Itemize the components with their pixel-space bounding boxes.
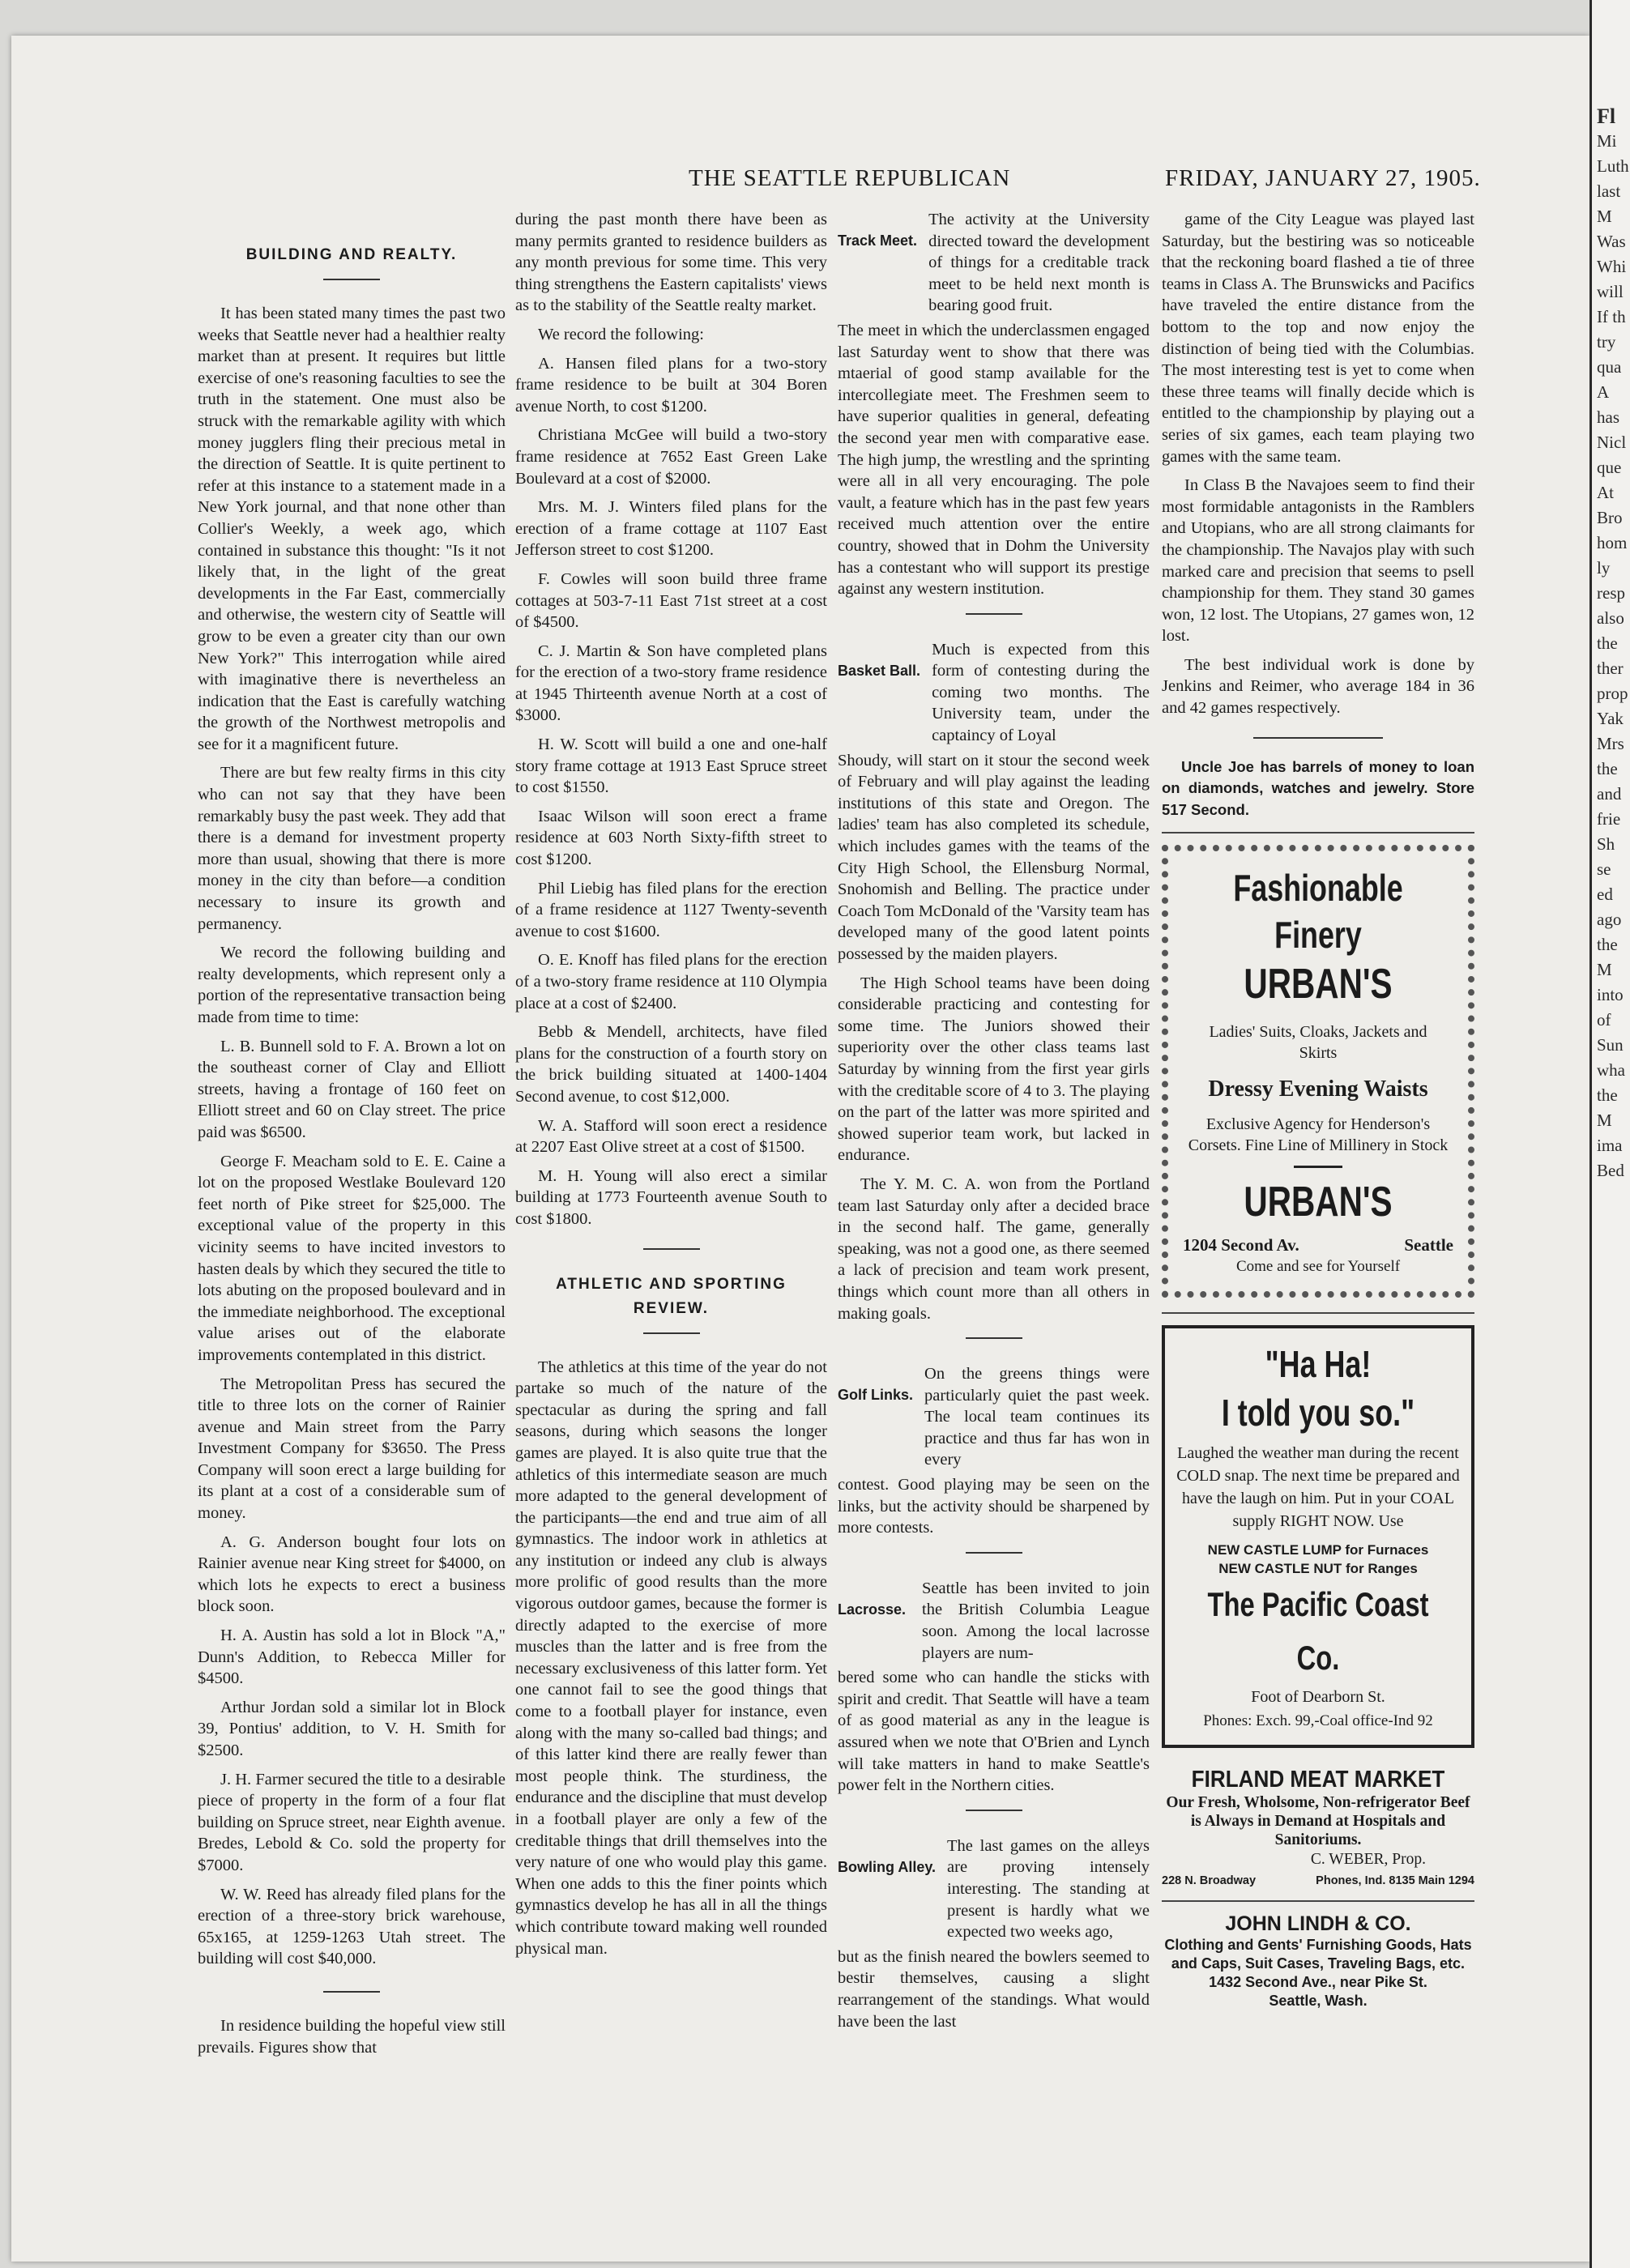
sport-lead: Seattle has been invited to join the British Columbia League soon. Among the local lacrosse players are num- xyxy=(922,1579,1150,1662)
paragraph: Bebb & Mendell, architects, have filed plans for the construction of a fourth story on the brick building situated at 1400-1404 Second avenue, to cost $12,000. xyxy=(515,1023,827,1106)
bleed-fragment: ther xyxy=(1597,659,1624,678)
firland-phones: Phones, Ind. 8135 Main 1294 xyxy=(1316,1874,1474,1888)
column-residence-athletics xyxy=(515,209,827,1967)
paragraph: Christiana McGee will build a two-story frame residence at 7652 East Green Lake Boulevard at a cost of $2000. xyxy=(515,426,827,488)
divider xyxy=(966,613,1022,615)
bleed-fragment: M xyxy=(1597,207,1612,226)
paragraph: W. W. Reed has already filed plans for the erection of a three-story brick warehouse, 65x165, at 1259-1263 Utah street. The building will cost $40,000. xyxy=(198,1885,506,1968)
masthead-title: THE SEATTLE REPUBLICAN xyxy=(689,165,1011,191)
paragraph: M. H. Young will also erect a similar building at 1773 Fourteenth avenue South to cost $1800. xyxy=(515,1166,827,1228)
paragraph: C. J. Martin & Son have completed plans for the erection of a two-story frame residence at 1945 Thirteenth avenue North at a cost of $3000. xyxy=(515,642,827,725)
paragraph: Mrs. M. J. Winters filed plans for the erection of a frame cottage at 1107 East Jefferson street to cost $1200. xyxy=(515,498,827,560)
column-building-realty xyxy=(198,243,506,2066)
paragraph: Phil Liebig has filed plans for the erection of a frame residence at 1127 Twenty-seventh avenue to cost $1600. xyxy=(515,879,827,940)
bleed-fragment: que xyxy=(1597,458,1622,477)
bleed-fragment: ed xyxy=(1597,885,1613,904)
paragraph: J. H. Farmer secured the title to a desirable piece of property in the form of a four flat building on Spruce street, near Eighth avenue. Bredes, Lebold & Co. sold the property for $7000. xyxy=(198,1770,506,1874)
paragraph: Arthur Jordan sold a similar lot in Block 39, Pontius' addition, to V. H. Smith for $2500. xyxy=(198,1698,506,1759)
lindh-body: Clothing and Gents' Furnishing Goods, Hats and Caps, Suit Cases, Traveling Bags, etc. xyxy=(1164,1936,1472,1972)
bleed-fragment: the xyxy=(1597,759,1618,778)
paragraph: but as the finish neared the bowlers seemed to bestir themselves, causing a slight rearrangement of the standings. What would have been the last xyxy=(838,1947,1150,2031)
section-heading-building: BUILDING AND REALTY. xyxy=(245,246,458,263)
bleed-fragment: se xyxy=(1597,859,1611,879)
pacific-headline-2: I told you so." xyxy=(1221,1391,1415,1434)
urbans-line2: Dressy Evening Waists xyxy=(1208,1076,1428,1102)
firland-proprietor: C. WEBER, Prop. xyxy=(1310,1850,1426,1868)
residence-paragraphs xyxy=(515,209,827,1230)
paragraph: H. A. Austin has sold a lot in Block "A," Dunn's Addition, to Rebecca Miller for $4500. xyxy=(198,1626,506,1688)
divider xyxy=(643,1248,700,1250)
sport-lead: The activity at the University directed toward the development of things for a creditable track meet to be held next month is bearing good fruit. xyxy=(928,211,1150,315)
sport-section xyxy=(838,1835,1150,1943)
paragraph: L. B. Bunnell sold to F. A. Brown a lot on the southeast corner of Clay and Elliott streets, having a frontage of 160 feet on Elliott street and 60 on Clay street. The price paid was $6500. xyxy=(198,1037,506,1141)
divider xyxy=(966,1337,1022,1339)
bleed-fragment: ago xyxy=(1597,910,1622,929)
pacific-line-2: NEW CASTLE NUT for Ranges xyxy=(1218,1560,1418,1576)
urbans-advertisement xyxy=(1162,845,1474,1297)
lindh-address: 1432 Second Ave., near Pike St. xyxy=(1209,1973,1427,1990)
section-heading-athletic: ATHLETIC AND SPORTING REVIEW. xyxy=(556,1275,787,1317)
divider xyxy=(1294,1166,1342,1168)
bleed-fragment: Luth xyxy=(1597,156,1629,176)
urbans-line1: Ladies' Suits, Cloaks, Jackets and Skirts xyxy=(1209,1023,1427,1063)
bleed-fragment: Was xyxy=(1597,232,1626,251)
pacific-body: Laughed the weather man during the recent COLD snap. The next time be prepared and have the laugh on him. Put in your COAL supply RIGHT NOW. Use xyxy=(1176,1443,1460,1530)
bleed-fragment: Whi xyxy=(1597,257,1627,276)
bleed-fragment: ima xyxy=(1597,1136,1623,1155)
sport-section xyxy=(838,1578,1150,1664)
column-bowling-ads xyxy=(1162,209,1474,2010)
bleed-fragment: prop xyxy=(1597,684,1628,703)
paragraph: game of the City League was played last Saturday, but the bestiring was so noticeable that the reckoning board flashed a tie of three teams in Class A. The Brunswicks and Pacifics have traveled the entire distance from the bottom to the top and now enjoy the distinction of being tied with the Columbias. The most interesting test is yet to come when these three teams will finally decide which is entitled to the championship by playing out a series of six games, each team playing two games with the same team. xyxy=(1162,211,1474,466)
pacific-line-1: NEW CASTLE LUMP for Furnaces xyxy=(1207,1541,1429,1558)
divider xyxy=(643,1332,700,1334)
bleed-fragment: M xyxy=(1597,960,1612,979)
pacific-coast-advertisement xyxy=(1162,1325,1474,1748)
sport-label: Lacrosse. xyxy=(838,1601,907,1618)
bleed-fragment: frie xyxy=(1597,809,1621,829)
building-paragraphs xyxy=(198,303,506,1970)
paragraph: We record the following building and realty developments, which represent only a portion of the representative transaction being made from time to time: xyxy=(198,944,506,1026)
sport-label: Bowling Alley. xyxy=(838,1858,937,1875)
bleed-fragment: At xyxy=(1597,483,1614,502)
paragraph: We record the following: xyxy=(538,325,704,343)
bleed-fragment: qua xyxy=(1597,357,1622,377)
adjacent-page-edge xyxy=(1589,0,1630,2268)
paragraph: The best individual work is done by Jenkins and Reimer, who average 184 in 36 and 42 games respectively. xyxy=(1162,655,1474,718)
bleed-fragment: last xyxy=(1597,181,1621,201)
paragraph: The Metropolitan Press has secured the title to three lots on the corner of Rainier avenue and Main street from the Parry Investment Company for $3650. The Press Company will soon erect a large building for its plant at a cost of a considerable sum of money. xyxy=(198,1375,506,1523)
bleed-fragment: will xyxy=(1597,282,1624,301)
bleed-fragment: try xyxy=(1597,332,1616,352)
divider xyxy=(1162,1312,1474,1314)
bleed-fragment: A xyxy=(1597,382,1610,402)
sport-section xyxy=(838,1363,1150,1471)
bleed-fragment: Yak xyxy=(1597,709,1624,728)
paragraph: H. W. Scott will build a one and one-half story frame cottage at 1913 East Spruce street to cost $1550. xyxy=(515,735,827,797)
bleed-fragment: resp xyxy=(1597,583,1625,603)
firland-body: Our Fresh, Wholsome, Non-refrigerator Beef is Always in Demand at Hospitals and Sanitoriums. xyxy=(1166,1793,1470,1848)
lindh-advertisement xyxy=(1162,1912,1474,2010)
urbans-city: Seattle xyxy=(1404,1235,1453,1256)
bleed-fragment: hom xyxy=(1597,533,1628,552)
divider xyxy=(323,1991,380,1993)
bleed-fragment: wha xyxy=(1597,1060,1625,1080)
bleed-fragment: the xyxy=(1597,633,1618,653)
athletic-paragraphs xyxy=(515,1357,827,1960)
paragraph: Isaac Wilson will soon erect a frame residence at 603 North Sixty-fifth street to cost $1200. xyxy=(515,807,827,869)
divider xyxy=(323,279,380,280)
urbans-tagline: Come and see for Yourself xyxy=(1235,1258,1401,1276)
paragraph: In residence building the hopeful view still prevails. Figures show that xyxy=(198,2016,506,2057)
bleed-fragment: and xyxy=(1597,784,1622,804)
urbans-name-2: URBAN'S xyxy=(1244,1179,1393,1226)
sport-sections xyxy=(838,209,1150,2032)
bleed-fragment: has xyxy=(1597,407,1619,427)
paragraph: A. Hansen filed plans for a two-story frame residence to be built at 304 Boren avenue North, to cost $1200. xyxy=(515,354,827,416)
paragraph: Shoudy, will start on it stour the second week of February and will play against the leading institutions of this state and Oregon. The ladies' team has also completed its schedule, which includes games with the teams of the City High School, the Ellensburg Normal, Snohomish and Belling. The practice under Coach Tom McDonald of the 'Varsity team has developed many of the good latent points possessed by the maiden players. xyxy=(838,751,1150,963)
masthead-date: FRIDAY, JANUARY 27, 1905. xyxy=(1165,165,1481,191)
paragraph: It has been stated many times the past two weeks that Seattle never had a healthier realty market than at present. It requires but little exercise of one's reasoning faculties to see the truth in the statement. One must also be struck with the remarkable agility with which money jugglers fling their precious metal in the direction of Seattle. It is quite pertinent to refer at this instance to a statement made in a New York journal, and that none other than Collier's Weekly, a week ago, which contained in substance this thought: "Is it not likely that, in the light of the great developments in the Far East, commercially and otherwise, the western city of Seattle will grow to be even a greater city than our own New York?" This interrogation while aired with imaginative there is nevertheless an indication that the East is carefully watching the growth of the Northwest metropolis and see for it a magnificent future. xyxy=(198,305,506,753)
bleed-fragment: Nicl xyxy=(1597,433,1627,452)
urbans-address: 1204 Second Av. xyxy=(1183,1235,1299,1256)
bleed-fragment: into xyxy=(1597,985,1624,1004)
bleed-fragment: of xyxy=(1597,1010,1611,1030)
urbans-name: URBAN'S xyxy=(1244,961,1393,1008)
paragraph: The athletics at this time of the year do not partake so much of the nature of the spectacular as during the spring and fall seasons, during which seasons the longer games are played. It is also quite true that the athletics of this intermediate season are much more adapted to the general development of the participants—the end and true aim of all gymnastics. The indoor work in athletics at any institution or indeed any club is always more prolific of good results than the more vigorous outdoor games, because the former is directly adapted to the exercise of more muscles than the latter and is free from the necessary exclusiveness of this latter form. Yet one cannot fail to see the good things that come to a football player for instance, even along with the many so-called bad things; and of this latter kind there are really fewer than most people think. The sturdiness, the endurance and the discipline that must develop in a football player are only a few of the creditable things that drill themselves into the very nature of one who would play this game. When one adds to this the finer points which gymnastics develop he has all in all the things which contribute toward making well rounded physical man. xyxy=(515,1358,827,1958)
divider xyxy=(966,1810,1022,1811)
paragraph: The High School teams have been doing considerable practicing and contesting for some time. The Juniors showed their superiority over the other class teams last Saturday by winning from the first year girls with the creditable score of 4 to 3. The playing on the part of the latter was more spirited and showed superior team work, but lacked in endurance. xyxy=(838,974,1150,1165)
divider xyxy=(1162,832,1474,833)
sport-label: Track Meet. xyxy=(838,232,918,249)
sport-label: Golf Links. xyxy=(838,1387,914,1404)
divider xyxy=(1253,737,1383,739)
bleed-fragment: Mrs xyxy=(1597,734,1624,753)
bleed-fragment: Mi xyxy=(1597,131,1617,151)
column-sports xyxy=(838,209,1150,2040)
paragraph: W. A. Stafford will soon erect a residence at 2207 East Olive street at a cost of $1500. xyxy=(515,1116,827,1157)
pacific-headline-1: "Ha Ha! xyxy=(1265,1342,1372,1385)
pacific-phones: Phones: Exch. 99,-Coal office-Ind 92 xyxy=(1203,1712,1433,1729)
paragraph: F. Cowles will soon build three frame cottages at 503-7-11 East 71st street at a cost of $4500. xyxy=(515,569,827,632)
urbans-title: Fashionable Finery xyxy=(1233,867,1403,957)
lindh-city: Seattle, Wash. xyxy=(1269,1992,1368,2009)
paragraph: The meet in which the underclassmen engaged last Saturday went to show that there was mtaerial of good stamp available for the intercollegiate meet. The Freshmen seem to have superior qualities in general, defeating the second year men with comparative ease. The high jump, the wrestling and the sprinting were all in all very encouraging. The pole vault, a feature which has in the past few years received much attention over the entire country, showed that in Dohm the University has a contestant who will support its prestige against any western institution. xyxy=(838,321,1150,599)
sport-lead: Much is expected from this form of contesting during the coming two months. The University team, under the captaincy of Loyal xyxy=(932,640,1150,745)
divider xyxy=(966,1552,1022,1554)
pacific-address: Foot of Dearborn St. xyxy=(1251,1687,1385,1706)
bleed-fragment: If th xyxy=(1597,307,1626,326)
paragraph: O. E. Knoff has filed plans for the erection of a two-story frame residence at 110 Olympia place at a cost of $2400. xyxy=(515,951,827,1013)
sport-section xyxy=(838,639,1150,747)
bleed-fragment: Sh xyxy=(1597,834,1615,854)
bowling-paragraphs xyxy=(1162,209,1474,719)
pacific-name: The Pacific Coast Co. xyxy=(1207,1584,1429,1677)
uncle-joe-notice: Uncle Joe has barrels of money to loan on diamonds, watches and jewelry. Store 517 Second. xyxy=(1162,757,1474,818)
sport-lead: The last games on the alleys are proving intensely interesting. The standing at present is hardly what we expected two weeks ago, xyxy=(947,1836,1150,1942)
bleed-fragment: Fl xyxy=(1597,104,1616,128)
bleed-fragment: the xyxy=(1597,1085,1618,1105)
sport-section xyxy=(838,209,1150,317)
bleed-fragment: ly xyxy=(1597,558,1611,578)
bleed-fragment: M xyxy=(1597,1111,1612,1130)
paragraph: during the past month there have been as many permits granted to residence builders as any month previous for some time. This very thing strengthens the Eastern capitalists' views as to the stability of the Seattle realty market. xyxy=(515,211,827,315)
divider xyxy=(1162,1900,1474,1902)
paragraph: George F. Meacham sold to E. E. Caine a lot on the proposed Westlake Boulevard 120 feet north of Pike street for $25,000. The exceptional value of the property in this vicinity seems to have incited investors to hasten deals by which they secured the title to lots abuting on the proposed boulevard and in the immediate neighborhood. The exceptional value arises out of the elaborate improvements contemplated in this district. xyxy=(198,1152,506,1364)
bleed-fragment: the xyxy=(1597,935,1618,954)
firland-address: 228 N. Broadway xyxy=(1162,1874,1257,1888)
paragraph: The Y. M. C. A. won from the Portland team last Saturday only after a decided brace in the second half. The game, generally speaking, was not a good one, as there seemed a lack of precision and team work present, things which count more than all others in making goals. xyxy=(838,1174,1150,1323)
paragraph: A. G. Anderson bought four lots on Rainier avenue near King street for $4000, on which lots he expects to erect a business block soon. xyxy=(198,1533,506,1616)
sport-label: Basket Ball. xyxy=(838,662,921,679)
firland-title: FIRLAND MEAT MARKET xyxy=(1191,1766,1445,1793)
bleed-fragment: Bro xyxy=(1597,508,1623,527)
paragraph: contest. Good playing may be seen on the links, but the activity should be sharpened by more contests. xyxy=(838,1476,1150,1537)
paragraph: In Class B the Navajoes seem to find their most formidable antagonists in the Ramblers and Utopians, who are all strong claimants for the championship. The Navajos play with such marked care and precision that seems to psell championship for them. They stand 30 games won, 12 lost. The Utopians, 27 games won, 12 lost. xyxy=(1162,476,1474,646)
urbans-line3: Exclusive Agency for Henderson's Corsets. Fine Line of Millinery in Stock xyxy=(1188,1115,1449,1155)
bleed-fragment: Sun xyxy=(1597,1035,1624,1055)
firland-advertisement xyxy=(1162,1766,1474,1892)
paragraph: bered some who can handle the sticks with spirit and credit. That Seattle will have a team of as good material as any in the league is assured when we note that O'Brien and Lynch will take matters in hand to make Seattle's power felt in the Northern cities. xyxy=(838,1669,1150,1795)
lindh-title: JOHN LINDH & CO. xyxy=(1225,1912,1411,1935)
bleed-fragment: also xyxy=(1597,608,1624,628)
sport-lead: On the greens things were particularly quiet the past week. The local team continues its practice and thus far has won in every xyxy=(924,1365,1150,1469)
newspaper-page xyxy=(11,36,1589,2262)
paragraph: There are but few realty firms in this city who can not say that they have been remarkably busy the past week. They add that there is a demand for investment property more than usual, showing that there is more money in the city than before—a condition necessary to insure its growth and permanency. xyxy=(198,764,506,933)
bleed-fragment: Bed xyxy=(1597,1161,1624,1180)
